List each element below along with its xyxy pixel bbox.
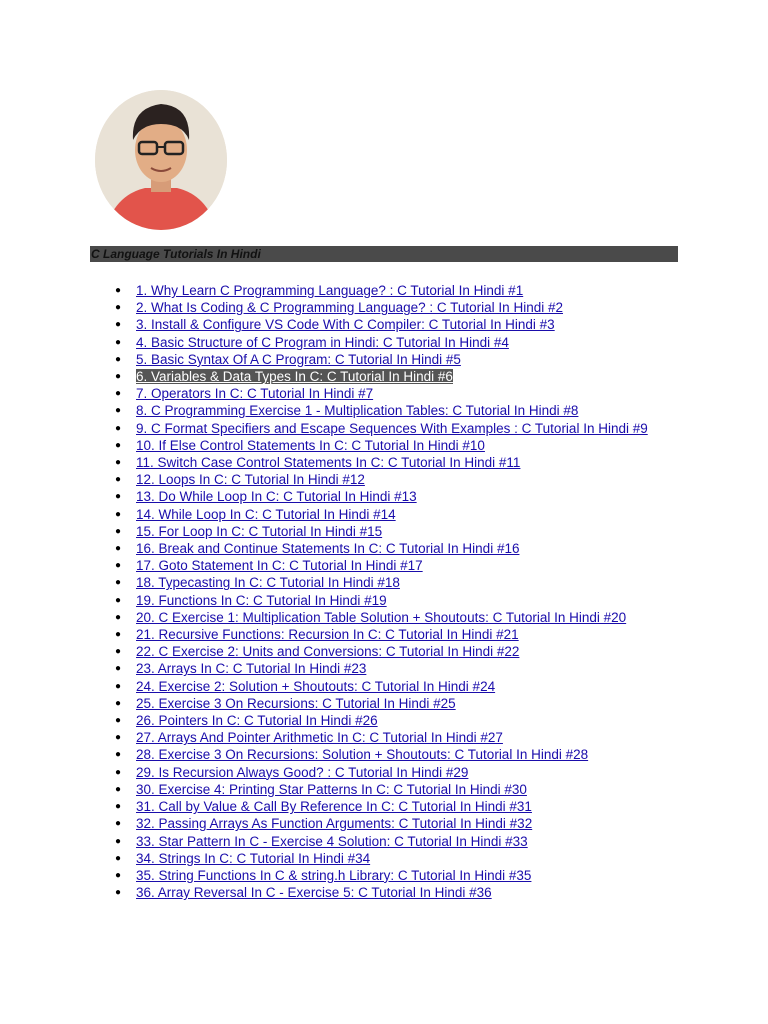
author-avatar	[95, 90, 227, 230]
list-item	[90, 867, 690, 884]
bullet-dot-icon: ●	[115, 887, 122, 899]
list-item	[90, 660, 690, 677]
bullet-dot-icon: ●	[115, 353, 122, 365]
bullet-dot-icon: ●	[115, 697, 122, 709]
bullet-dot-icon: ●	[115, 835, 122, 847]
tutorial-link[interactable]: 30. Exercise 4: Printing Star Patterns In C: C Tutorial In Hindi #30	[136, 781, 527, 797]
bullet-dot-icon: ●	[115, 491, 122, 503]
tutorial-link[interactable]: 10. If Else Control Statements In C: C Tutorial In Hindi #10	[136, 437, 485, 453]
list-item	[90, 523, 690, 540]
tutorial-link[interactable]: 3. Install & Configure VS Code With C Compiler: C Tutorial In Hindi #3	[136, 317, 555, 333]
bullet-dot-icon: ●	[115, 852, 122, 864]
bullet-dot-icon: ●	[115, 611, 122, 623]
bullet-dot-icon: ●	[115, 577, 122, 589]
list-item	[90, 316, 690, 333]
list-item	[90, 592, 690, 609]
tutorial-link[interactable]: 8. C Programming Exercise 1 - Multiplication Tables: C Tutorial In Hindi #8	[136, 403, 579, 419]
tutorial-link[interactable]: 6. Variables & Data Types In C: C Tutorial In Hindi #6	[136, 369, 453, 385]
bullet-dot-icon: ●	[115, 646, 122, 658]
bullet-dot-icon: ●	[115, 680, 122, 692]
list-item	[90, 437, 690, 454]
list-item	[90, 850, 690, 867]
list-item	[90, 609, 690, 626]
bullet-dot-icon: ●	[115, 766, 122, 778]
tutorial-link[interactable]: 7. Operators In C: C Tutorial In Hindi #7	[136, 386, 374, 402]
bullet-dot-icon: ●	[115, 869, 122, 881]
list-item	[90, 351, 690, 368]
tutorial-link[interactable]: 16. Break and Continue Statements In C: C Tutorial In Hindi #16	[136, 541, 520, 557]
tutorial-link[interactable]: 21. Recursive Functions: Recursion In C: C Tutorial In Hindi #21	[136, 627, 519, 643]
list-item	[90, 884, 690, 901]
bullet-dot-icon: ●	[115, 629, 122, 641]
tutorial-link[interactable]: 22. C Exercise 2: Units and Conversions: C Tutorial In Hindi #22	[136, 644, 520, 660]
bullet-dot-icon: ●	[115, 457, 122, 469]
list-item	[90, 626, 690, 643]
list-item	[90, 471, 690, 488]
list-item	[90, 557, 690, 574]
bullet-dot-icon: ●	[115, 319, 122, 331]
list-item	[90, 402, 690, 419]
bullet-dot-icon: ●	[115, 594, 122, 606]
tutorial-link[interactable]: 31. Call by Value & Call By Reference In C: C Tutorial In Hindi #31	[136, 799, 532, 815]
list-item	[90, 282, 690, 299]
tutorial-link[interactable]: 12. Loops In C: C Tutorial In Hindi #12	[136, 472, 365, 488]
list-item	[90, 815, 690, 832]
tutorial-link[interactable]: 13. Do While Loop In C: C Tutorial In Hindi #13	[136, 489, 417, 505]
tutorial-link[interactable]: 23. Arrays In C: C Tutorial In Hindi #23	[136, 661, 367, 677]
tutorial-link[interactable]: 24. Exercise 2: Solution + Shoutouts: C Tutorial In Hindi #24	[136, 678, 496, 694]
list-item	[90, 540, 690, 557]
tutorial-link[interactable]: 33. Star Pattern In C - Exercise 4 Solution: C Tutorial In Hindi #33	[136, 833, 528, 849]
tutorial-link[interactable]: 2. What Is Coding & C Programming Language? : C Tutorial In Hindi #2	[136, 300, 563, 316]
list-item	[90, 420, 676, 437]
tutorial-link[interactable]: 34. Strings In C: C Tutorial In Hindi #34	[136, 850, 371, 866]
bullet-dot-icon: ●	[115, 818, 122, 830]
list-item	[90, 334, 690, 351]
bullet-dot-icon: ●	[115, 560, 122, 572]
list-item	[90, 385, 690, 402]
bullet-dot-icon: ●	[115, 543, 122, 555]
list-item	[90, 729, 690, 746]
list-item	[90, 764, 690, 781]
bullet-dot-icon: ●	[115, 302, 122, 314]
bullet-dot-icon: ●	[115, 508, 122, 520]
bullet-dot-icon: ●	[115, 371, 122, 383]
tutorial-link[interactable]: 1. Why Learn C Programming Language? : C Tutorial In Hindi #1	[136, 283, 524, 298]
list-item	[90, 678, 690, 695]
tutorial-link[interactable]: 28. Exercise 3 On Recursions: Solution + Shoutouts: C Tutorial In Hindi #28	[136, 747, 589, 763]
tutorial-link[interactable]: 27. Arrays And Pointer Arithmetic In C: C Tutorial In Hindi #27	[136, 730, 503, 746]
list-item	[90, 299, 690, 316]
bullet-dot-icon: ●	[115, 336, 122, 348]
list-item	[90, 643, 690, 660]
list-item	[90, 781, 690, 798]
list-item	[90, 506, 690, 523]
tutorial-link[interactable]: 18. Typecasting In C: C Tutorial In Hindi #18	[136, 575, 400, 591]
bullet-dot-icon: ●	[115, 422, 122, 434]
tutorial-link[interactable]: 4. Basic Structure of C Program in Hindi: C Tutorial In Hindi #4	[136, 334, 509, 350]
tutorial-link[interactable]: 35. String Functions In C & string.h Library: C Tutorial In Hindi #35	[136, 867, 532, 883]
bullet-dot-icon: ●	[115, 439, 122, 451]
bullet-dot-icon: ●	[115, 715, 122, 727]
avatar-illustration	[95, 90, 227, 230]
tutorial-link[interactable]: 20. C Exercise 1: Multiplication Table Solution + Shoutouts: C Tutorial In Hindi #20	[136, 609, 627, 625]
bullet-dot-icon: ●	[115, 525, 122, 537]
list-item	[90, 368, 690, 385]
list-item	[90, 574, 690, 591]
section-title: C Language Tutorials In Hindi	[91, 247, 261, 261]
list-item	[90, 454, 690, 471]
tutorial-link[interactable]: 32. Passing Arrays As Function Arguments: C Tutorial In Hindi #32	[136, 816, 533, 832]
bullet-dot-icon: ●	[115, 388, 122, 400]
tutorial-link[interactable]: 36. Array Reversal In C - Exercise 5: C Tutorial In Hindi #36	[136, 885, 492, 901]
bullet-dot-icon: ●	[115, 749, 122, 761]
list-item	[90, 833, 690, 850]
list-item	[90, 746, 690, 763]
list-item	[90, 712, 690, 729]
tutorial-link[interactable]: 19. Functions In C: C Tutorial In Hindi #19	[136, 592, 387, 608]
bullet-dot-icon: ●	[115, 732, 122, 744]
tutorial-list	[90, 282, 690, 901]
tutorial-link[interactable]: 11. Switch Case Control Statements In C: C Tutorial In Hindi #11	[136, 455, 521, 471]
section-header-bar	[90, 246, 678, 262]
tutorial-link[interactable]: 29. Is Recursion Always Good? : C Tutorial In Hindi #29	[136, 764, 469, 780]
list-item	[90, 798, 690, 815]
tutorial-link[interactable]: 26. Pointers In C: C Tutorial In Hindi #26	[136, 713, 378, 729]
bullet-dot-icon: ●	[115, 801, 122, 813]
tutorial-link[interactable]: 15. For Loop In C: C Tutorial In Hindi #15	[136, 523, 383, 539]
bullet-dot-icon: ●	[115, 405, 122, 417]
tutorial-link[interactable]: 25. Exercise 3 On Recursions: C Tutorial In Hindi #25	[136, 695, 456, 711]
tutorial-link[interactable]: 17. Goto Statement In C: C Tutorial In Hindi #17	[136, 558, 423, 574]
bullet-dot-icon: ●	[115, 783, 122, 795]
tutorial-link[interactable]: 14. While Loop In C: C Tutorial In Hindi #14	[136, 506, 396, 522]
tutorial-link[interactable]: 5. Basic Syntax Of A C Program: C Tutorial In Hindi #5	[136, 351, 461, 367]
bullet-dot-icon: ●	[115, 285, 122, 296]
bullet-dot-icon: ●	[115, 663, 122, 675]
list-item	[90, 488, 690, 505]
tutorial-link[interactable]: 9. C Format Specifiers and Escape Sequences With Examples : C Tutorial In Hindi #9	[136, 420, 648, 436]
bullet-dot-icon: ●	[115, 474, 122, 486]
list-item	[90, 695, 690, 712]
